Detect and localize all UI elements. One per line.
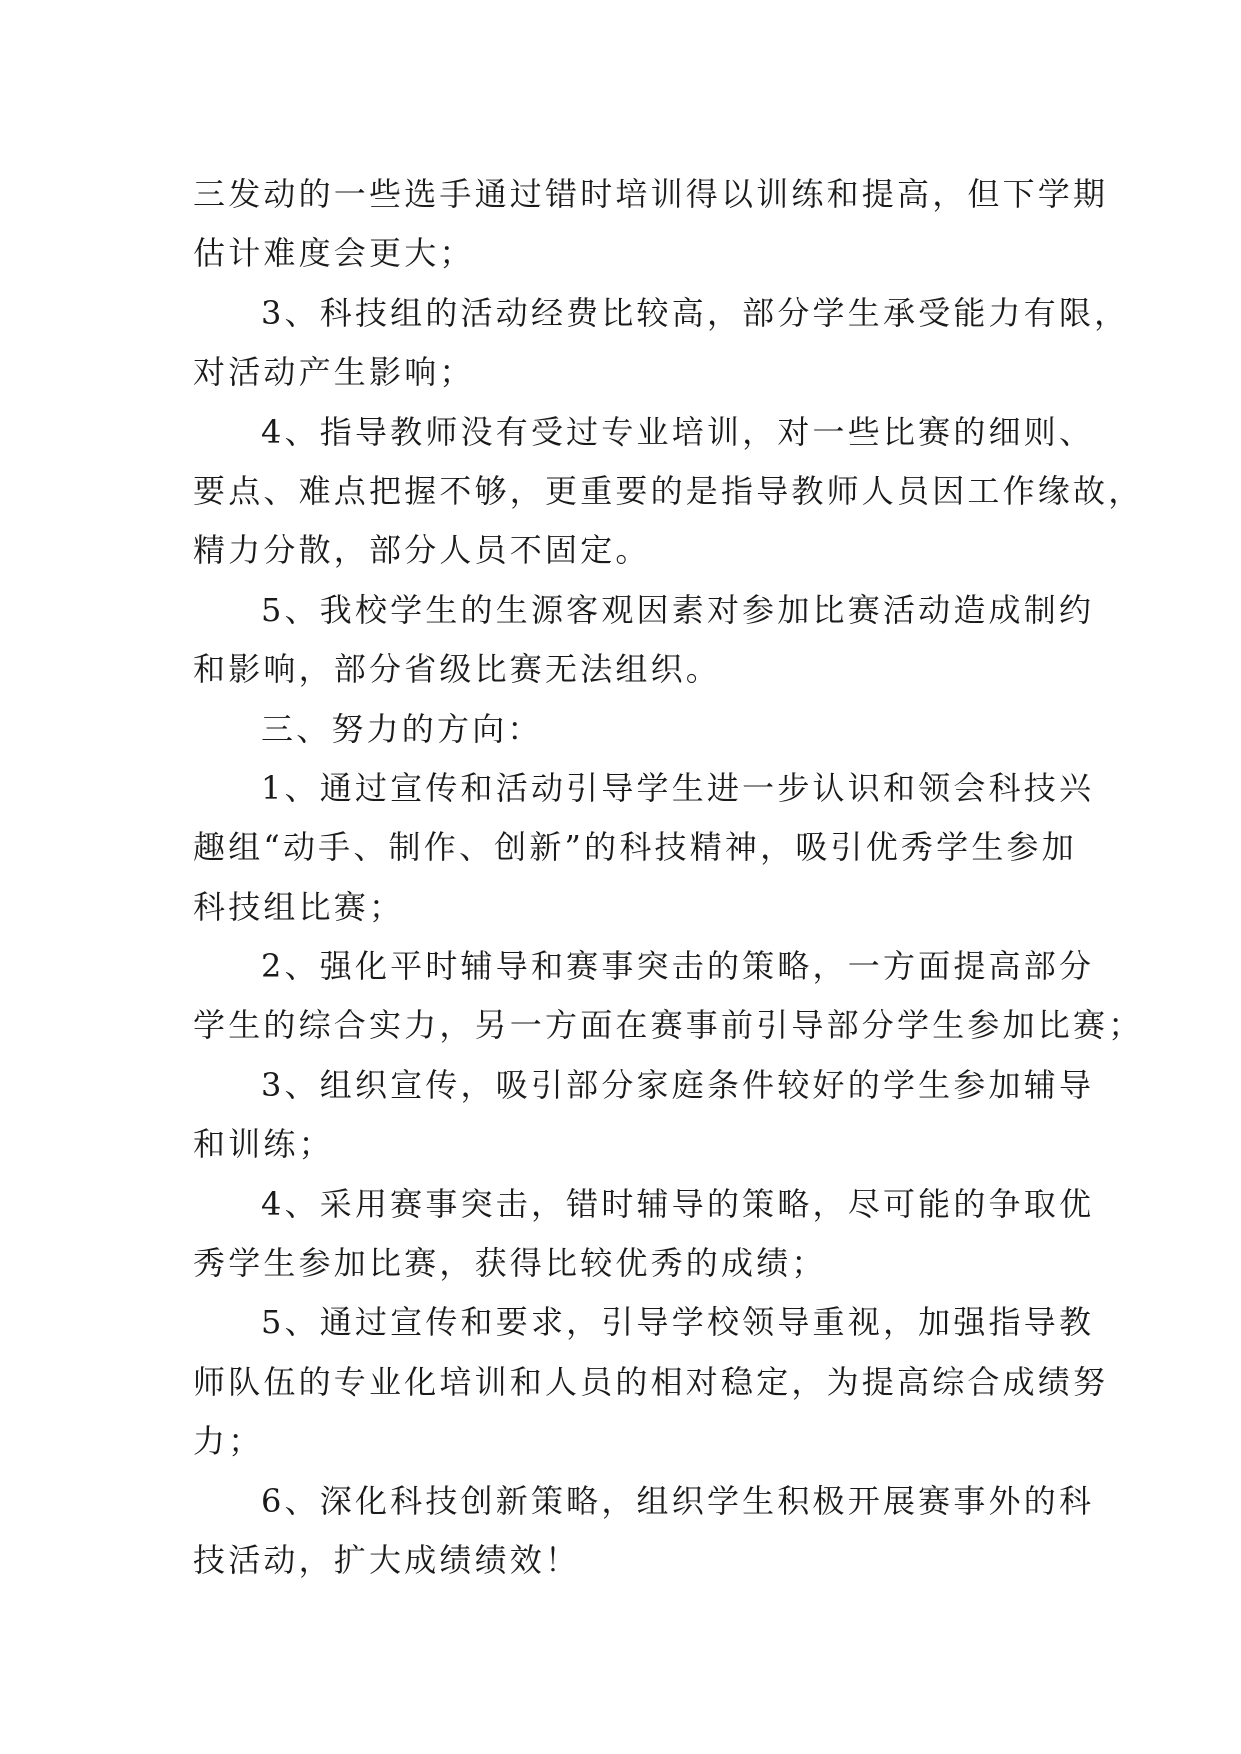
text-line: 秀学生参加比赛，获得比较优秀的成绩；: [193, 1244, 827, 1283]
text-line: 和影响，部分省级比赛无法组织。: [193, 650, 722, 689]
text-line: 3、科技组的活动经费比较高，部分学生承受能力有限，: [261, 293, 1130, 332]
text-line: 5、我校学生的生源客观因素对参加比赛活动造成制约: [261, 590, 1095, 629]
text-line: 6、深化科技创新策略，组织学生积极开展赛事外的科: [261, 1481, 1095, 1520]
text-line: 科技组比赛；: [193, 887, 405, 926]
section-heading: 三、努力的方向：: [261, 709, 543, 748]
text-line: 力；: [193, 1422, 264, 1461]
text-line: 师队伍的专业化培训和人员的相对稳定，为提高综合成绩努: [193, 1362, 1109, 1401]
text-line: 4、指导教师没有受过专业培训，对一些比赛的细则、: [261, 412, 1095, 451]
text-line: 1、通过宣传和活动引导学生进一步认识和领会科技兴: [261, 768, 1095, 807]
text-line: 3、组织宣传，吸引部分家庭条件较好的学生参加辅导: [261, 1065, 1095, 1104]
text-line: 精力分散，部分人员不固定。: [193, 531, 651, 570]
text-line: 2、强化平时辅导和赛事突击的策略，一方面提高部分: [261, 947, 1095, 986]
text-line: 和训练；: [193, 1125, 334, 1164]
text-line: 估计难度会更大；: [193, 234, 475, 273]
text-line: 4、采用赛事突击，错时辅导的策略，尽可能的争取优: [261, 1184, 1095, 1223]
text-line: 对活动产生影响；: [193, 353, 475, 392]
text-line: 趣组“动手、制作、创新”的科技精神，吸引优秀学生参加: [193, 828, 1077, 867]
text-line: 技活动，扩大成绩绩效！: [193, 1540, 581, 1579]
text-line: 学生的综合实力，另一方面在赛事前引导部分学生参加比赛；: [193, 1006, 1144, 1045]
text-line: 5、通过宣传和要求，引导学校领导重视，加强指导教: [261, 1303, 1095, 1342]
text-line: 要点、难点把握不够，更重要的是指导教师人员因工作缘故，: [193, 471, 1144, 510]
body-text: [193, 165, 1144, 1590]
text-line: 三发动的一些选手通过错时培训得以训练和提高，但下学期: [193, 175, 1109, 213]
